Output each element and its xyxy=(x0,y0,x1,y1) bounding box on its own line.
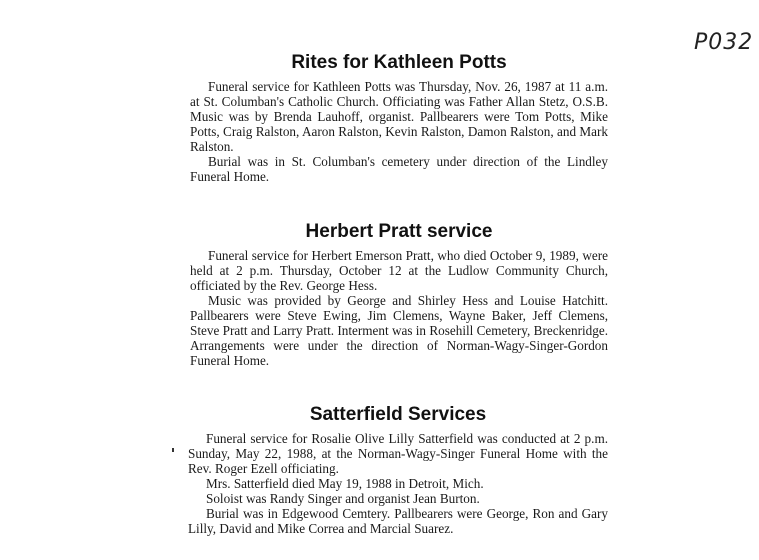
clipping-headline: Herbert Pratt service xyxy=(305,221,493,242)
clipping-paragraph: Funeral service for Rosalie Olive Lilly Satterfield was conducted at 2 p.m. Sunday, May 22, 1988, at the Norman-Wagy-Singer Funeral Home with the Rev. Roger Ezell officiating. xyxy=(188,431,608,476)
clipping-paragraph: Funeral service for Herbert Emerson Pratt, who died October 9, 1989, were held at 2 p.m. Thursday, October 12 at the Ludlow Community Church, officiated by the Rev. George Hess. xyxy=(190,248,608,293)
clipping-paragraph: Burial was in Edgewood Cemtery. Pallbearers were George, Ron and Gary Lilly, David and Mike Correa and Marcial Suarez. xyxy=(188,506,608,536)
clipping-paragraph: Mrs. Satterfield died May 19, 1988 in Detroit, Mich. xyxy=(206,476,484,491)
scan-speck xyxy=(172,448,174,452)
obituary-clipping-satterfield xyxy=(188,404,608,536)
page-code-handwritten: P032 xyxy=(694,30,754,55)
clipping-paragraph: Funeral service for Kathleen Potts was Thursday, Nov. 26, 1987 at 11 a.m. at St. Columban's Catholic Church. Officiating was Father Allan Stetz, O.S.B. Music was by Brenda Lauhoff, organist. Pallbearers were Tom Potts, Mike Potts, Craig Ralston, Aaron Ralston, Kevin Ralston, Damon Ralston, and Mark Ralston. xyxy=(190,79,608,154)
obituary-clipping-potts xyxy=(190,52,608,184)
clipping-paragraph: Soloist was Randy Singer and organist Jean Burton. xyxy=(206,491,480,506)
clipping-paragraph: Burial was in St. Columban's cemetery under direction of the Lindley Funeral Home. xyxy=(190,154,608,184)
clipping-headline: Satterfield Services xyxy=(309,404,487,425)
clipping-headline: Rites for Kathleen Potts xyxy=(291,52,507,73)
clipping-paragraph: Music was provided by George and Shirley Hess and Louise Hatchitt. Pallbearers were Steve Ewing, Jim Clemens, Wayne Baker, Jeff Clemens, Steve Pratt and Larry Pratt. Interment was in Rosehill Cemetery, Breckenridge. Arrangements were under the direction of Norman-Wagy-Singer-Gordon Funeral Home. xyxy=(190,293,608,368)
obituary-clipping-pratt xyxy=(190,221,608,368)
